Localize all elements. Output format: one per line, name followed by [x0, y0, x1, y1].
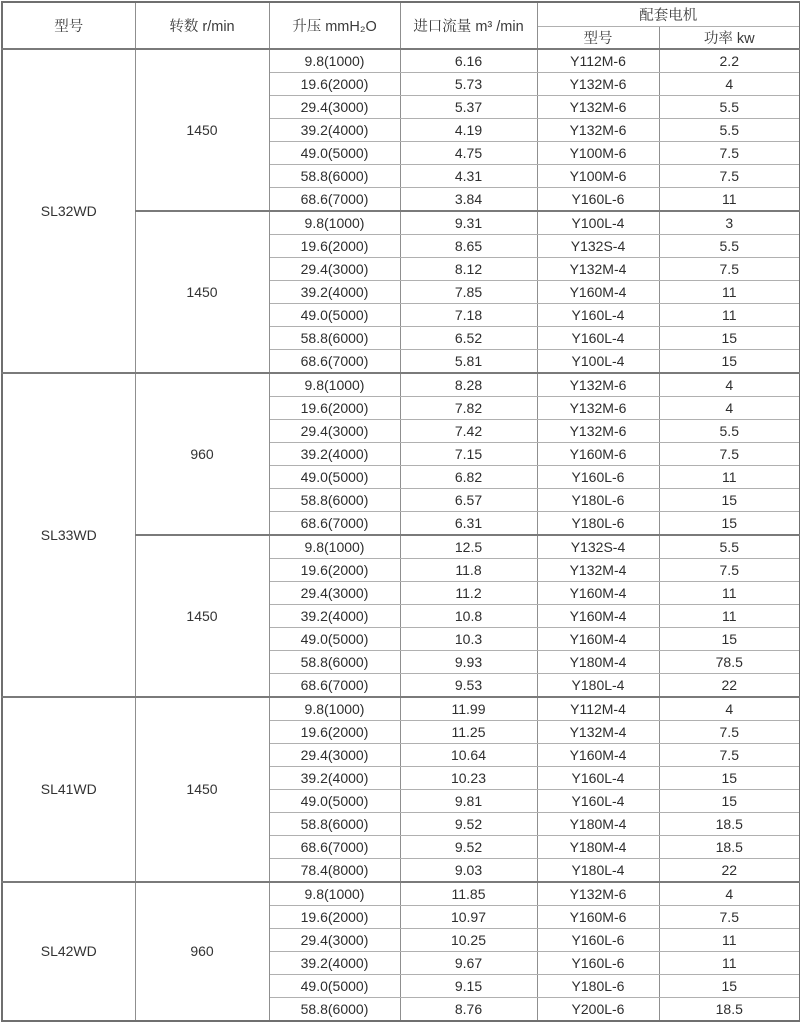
- pressure-cell: 58.8(6000): [269, 997, 400, 1021]
- pressure-cell: 29.4(3000): [269, 257, 400, 280]
- flow-cell: 7.18: [400, 303, 537, 326]
- motor-power-cell: 7.5: [659, 905, 800, 928]
- flow-cell: 10.25: [400, 928, 537, 951]
- motor-model-cell: Y160L-6: [537, 951, 659, 974]
- header-motor-group: 配套电机: [537, 2, 800, 26]
- motor-model-cell: Y200L-6: [537, 997, 659, 1021]
- flow-cell: 11.2: [400, 581, 537, 604]
- pressure-cell: 9.8(1000): [269, 211, 400, 235]
- table-row: [2, 697, 800, 721]
- motor-power-cell: 4: [659, 373, 800, 397]
- motor-model-cell: Y160M-4: [537, 604, 659, 627]
- motor-power-cell: 78.5: [659, 650, 800, 673]
- motor-model-cell: Y160L-6: [537, 465, 659, 488]
- motor-model-cell: Y132M-6: [537, 882, 659, 906]
- motor-power-cell: 15: [659, 511, 800, 535]
- speed-cell: 960: [135, 882, 269, 1021]
- flow-cell: 6.82: [400, 465, 537, 488]
- blower-spec-table: [1, 1, 800, 1022]
- pressure-cell: 29.4(3000): [269, 419, 400, 442]
- header-pressure: 升压 mmH₂O: [269, 2, 400, 49]
- motor-model-cell: Y132M-6: [537, 419, 659, 442]
- motor-model-cell: Y160L-4: [537, 303, 659, 326]
- pressure-cell: 39.2(4000): [269, 442, 400, 465]
- pressure-cell: 39.2(4000): [269, 766, 400, 789]
- motor-power-cell: 7.5: [659, 257, 800, 280]
- model-cell: SL32WD: [2, 49, 135, 373]
- flow-cell: 7.42: [400, 419, 537, 442]
- pressure-cell: 49.0(5000): [269, 303, 400, 326]
- flow-cell: 10.97: [400, 905, 537, 928]
- motor-power-cell: 7.5: [659, 164, 800, 187]
- motor-model-cell: Y160L-4: [537, 789, 659, 812]
- pressure-cell: 49.0(5000): [269, 789, 400, 812]
- flow-cell: 11.85: [400, 882, 537, 906]
- motor-power-cell: 4: [659, 72, 800, 95]
- motor-power-cell: 7.5: [659, 558, 800, 581]
- table-row: [2, 49, 800, 73]
- motor-model-cell: Y180M-4: [537, 835, 659, 858]
- header-row-top: [2, 2, 800, 26]
- flow-cell: 6.16: [400, 49, 537, 73]
- flow-cell: 7.82: [400, 396, 537, 419]
- flow-cell: 10.23: [400, 766, 537, 789]
- pressure-cell: 68.6(7000): [269, 673, 400, 697]
- pressure-cell: 68.6(7000): [269, 187, 400, 211]
- motor-power-cell: 7.5: [659, 141, 800, 164]
- flow-cell: 7.85: [400, 280, 537, 303]
- motor-model-cell: Y160M-4: [537, 581, 659, 604]
- flow-cell: 6.52: [400, 326, 537, 349]
- motor-power-cell: 15: [659, 766, 800, 789]
- motor-model-cell: Y160L-6: [537, 187, 659, 211]
- flow-cell: 9.52: [400, 812, 537, 835]
- flow-cell: 10.8: [400, 604, 537, 627]
- flow-cell: 4.19: [400, 118, 537, 141]
- motor-power-cell: 11: [659, 465, 800, 488]
- motor-model-cell: Y180L-6: [537, 488, 659, 511]
- pressure-cell: 29.4(3000): [269, 581, 400, 604]
- motor-power-cell: 4: [659, 396, 800, 419]
- motor-power-cell: 18.5: [659, 835, 800, 858]
- speed-cell: 960: [135, 373, 269, 535]
- motor-power-cell: 15: [659, 789, 800, 812]
- pressure-cell: 49.0(5000): [269, 141, 400, 164]
- motor-power-cell: 5.5: [659, 419, 800, 442]
- flow-cell: 9.53: [400, 673, 537, 697]
- motor-power-cell: 11: [659, 951, 800, 974]
- pressure-cell: 19.6(2000): [269, 720, 400, 743]
- flow-cell: 9.67: [400, 951, 537, 974]
- table-header: [2, 2, 800, 49]
- flow-cell: 5.81: [400, 349, 537, 373]
- motor-power-cell: 5.5: [659, 95, 800, 118]
- motor-model-cell: Y132S-4: [537, 535, 659, 559]
- motor-model-cell: Y180L-4: [537, 673, 659, 697]
- pressure-cell: 68.6(7000): [269, 835, 400, 858]
- pressure-cell: 19.6(2000): [269, 234, 400, 257]
- flow-cell: 6.31: [400, 511, 537, 535]
- table-row: [2, 882, 800, 906]
- motor-power-cell: 18.5: [659, 997, 800, 1021]
- pressure-cell: 9.8(1000): [269, 373, 400, 397]
- motor-power-cell: 5.5: [659, 535, 800, 559]
- pressure-cell: 78.4(8000): [269, 858, 400, 882]
- motor-model-cell: Y160M-4: [537, 743, 659, 766]
- motor-model-cell: Y132M-4: [537, 558, 659, 581]
- pressure-cell: 58.8(6000): [269, 164, 400, 187]
- pressure-cell: 58.8(6000): [269, 488, 400, 511]
- flow-cell: 5.37: [400, 95, 537, 118]
- motor-model-cell: Y180M-4: [537, 812, 659, 835]
- flow-cell: 11.25: [400, 720, 537, 743]
- motor-power-cell: 4: [659, 697, 800, 721]
- motor-power-cell: 11: [659, 280, 800, 303]
- flow-cell: 5.73: [400, 72, 537, 95]
- flow-cell: 7.15: [400, 442, 537, 465]
- motor-power-cell: 7.5: [659, 720, 800, 743]
- motor-model-cell: Y100L-4: [537, 211, 659, 235]
- motor-model-cell: Y132S-4: [537, 234, 659, 257]
- pressure-cell: 29.4(3000): [269, 95, 400, 118]
- motor-model-cell: Y100L-4: [537, 349, 659, 373]
- flow-cell: 9.52: [400, 835, 537, 858]
- pressure-cell: 58.8(6000): [269, 812, 400, 835]
- motor-power-cell: 7.5: [659, 743, 800, 766]
- motor-model-cell: Y160M-6: [537, 905, 659, 928]
- motor-power-cell: 15: [659, 326, 800, 349]
- model-cell: SL41WD: [2, 697, 135, 882]
- flow-cell: 6.57: [400, 488, 537, 511]
- motor-power-cell: 11: [659, 187, 800, 211]
- motor-model-cell: Y180L-4: [537, 858, 659, 882]
- pressure-cell: 58.8(6000): [269, 326, 400, 349]
- motor-model-cell: Y180L-6: [537, 974, 659, 997]
- motor-power-cell: 4: [659, 882, 800, 906]
- motor-power-cell: 7.5: [659, 442, 800, 465]
- pressure-cell: 29.4(3000): [269, 928, 400, 951]
- motor-power-cell: 11: [659, 303, 800, 326]
- flow-cell: 9.93: [400, 650, 537, 673]
- pressure-cell: 68.6(7000): [269, 349, 400, 373]
- motor-model-cell: Y160L-4: [537, 326, 659, 349]
- pressure-cell: 19.6(2000): [269, 905, 400, 928]
- pressure-cell: 9.8(1000): [269, 697, 400, 721]
- pressure-cell: 9.8(1000): [269, 535, 400, 559]
- flow-cell: 9.31: [400, 211, 537, 235]
- motor-model-cell: Y160M-4: [537, 627, 659, 650]
- flow-cell: 4.31: [400, 164, 537, 187]
- pressure-cell: 29.4(3000): [269, 743, 400, 766]
- table-row: [2, 373, 800, 397]
- model-cell: SL42WD: [2, 882, 135, 1021]
- pressure-cell: 68.6(7000): [269, 511, 400, 535]
- motor-power-cell: 18.5: [659, 812, 800, 835]
- pressure-cell: 39.2(4000): [269, 118, 400, 141]
- motor-model-cell: Y100M-6: [537, 164, 659, 187]
- flow-cell: 9.15: [400, 974, 537, 997]
- pressure-cell: 58.8(6000): [269, 650, 400, 673]
- header-motor-model: 型号: [537, 26, 659, 49]
- motor-power-cell: 15: [659, 488, 800, 511]
- flow-cell: 12.5: [400, 535, 537, 559]
- motor-power-cell: 3: [659, 211, 800, 235]
- flow-cell: 10.3: [400, 627, 537, 650]
- pressure-cell: 39.2(4000): [269, 951, 400, 974]
- motor-model-cell: Y180L-6: [537, 511, 659, 535]
- motor-power-cell: 15: [659, 974, 800, 997]
- header-motor-power: 功率 kw: [659, 26, 800, 49]
- motor-power-cell: 11: [659, 604, 800, 627]
- pressure-cell: 9.8(1000): [269, 49, 400, 73]
- speed-cell: 1450: [135, 49, 269, 211]
- header-speed: 转数 r/min: [135, 2, 269, 49]
- flow-cell: 8.28: [400, 373, 537, 397]
- speed-cell: 1450: [135, 535, 269, 697]
- motor-model-cell: Y100M-6: [537, 141, 659, 164]
- flow-cell: 3.84: [400, 187, 537, 211]
- motor-power-cell: 5.5: [659, 118, 800, 141]
- motor-power-cell: 5.5: [659, 234, 800, 257]
- motor-power-cell: 22: [659, 673, 800, 697]
- flow-cell: 9.03: [400, 858, 537, 882]
- motor-model-cell: Y180M-4: [537, 650, 659, 673]
- header-model: 型号: [2, 2, 135, 49]
- flow-cell: 8.12: [400, 257, 537, 280]
- pressure-cell: 49.0(5000): [269, 627, 400, 650]
- motor-model-cell: Y132M-4: [537, 720, 659, 743]
- pressure-cell: 49.0(5000): [269, 465, 400, 488]
- motor-power-cell: 15: [659, 349, 800, 373]
- motor-model-cell: Y160L-6: [537, 928, 659, 951]
- motor-power-cell: 11: [659, 928, 800, 951]
- header-flow: 进口流量 m³ /min: [400, 2, 537, 49]
- motor-model-cell: Y160M-4: [537, 280, 659, 303]
- pressure-cell: 39.2(4000): [269, 280, 400, 303]
- motor-model-cell: Y132M-6: [537, 118, 659, 141]
- pressure-cell: 19.6(2000): [269, 558, 400, 581]
- flow-cell: 10.64: [400, 743, 537, 766]
- flow-cell: 8.76: [400, 997, 537, 1021]
- pressure-cell: 49.0(5000): [269, 974, 400, 997]
- pressure-cell: 19.6(2000): [269, 396, 400, 419]
- flow-cell: 11.99: [400, 697, 537, 721]
- motor-model-cell: Y160M-6: [537, 442, 659, 465]
- pressure-cell: 19.6(2000): [269, 72, 400, 95]
- motor-model-cell: Y132M-4: [537, 257, 659, 280]
- motor-model-cell: Y132M-6: [537, 95, 659, 118]
- flow-cell: 8.65: [400, 234, 537, 257]
- motor-model-cell: Y112M-6: [537, 49, 659, 73]
- motor-model-cell: Y112M-4: [537, 697, 659, 721]
- motor-power-cell: 22: [659, 858, 800, 882]
- speed-cell: 1450: [135, 697, 269, 882]
- flow-cell: 11.8: [400, 558, 537, 581]
- table-body: [2, 49, 800, 1021]
- pressure-cell: 39.2(4000): [269, 604, 400, 627]
- motor-model-cell: Y132M-6: [537, 396, 659, 419]
- flow-cell: 4.75: [400, 141, 537, 164]
- motor-model-cell: Y132M-6: [537, 373, 659, 397]
- model-cell: SL33WD: [2, 373, 135, 697]
- speed-cell: 1450: [135, 211, 269, 373]
- flow-cell: 9.81: [400, 789, 537, 812]
- motor-power-cell: 11: [659, 581, 800, 604]
- motor-power-cell: 15: [659, 627, 800, 650]
- motor-model-cell: Y132M-6: [537, 72, 659, 95]
- motor-power-cell: 2.2: [659, 49, 800, 73]
- pressure-cell: 9.8(1000): [269, 882, 400, 906]
- motor-model-cell: Y160L-4: [537, 766, 659, 789]
